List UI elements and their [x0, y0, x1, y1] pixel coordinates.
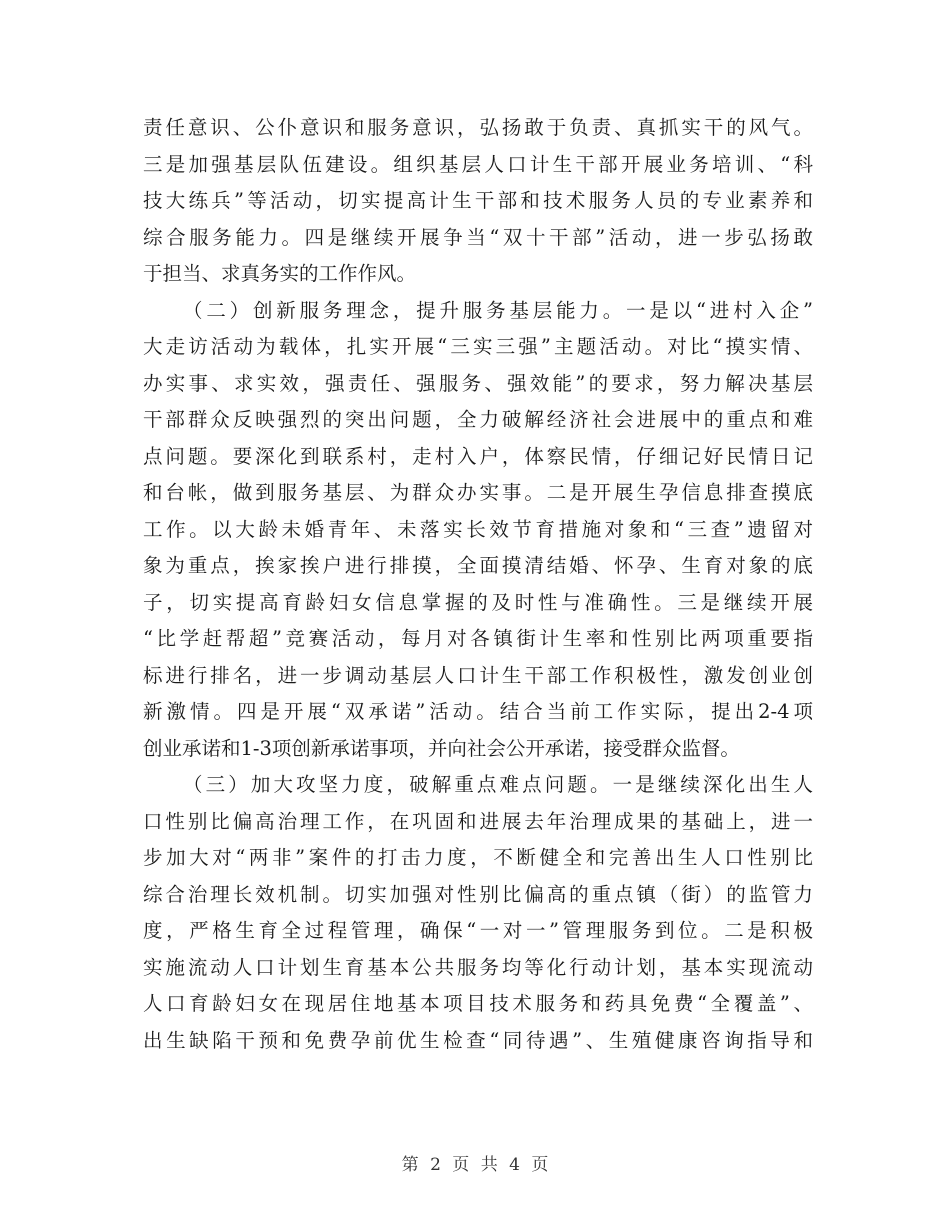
- text-line: 新激情。四是开展“双承诺”活动。结合当前工作实际，提出2-4项: [143, 700, 813, 723]
- text-line: 干部群众反映强烈的突出问题，全力破解经济社会进展中的重点和难: [143, 408, 813, 431]
- text-line: 口性别比偏高治理工作，在巩固和进展去年治理成果的基础上，进一: [143, 809, 813, 833]
- text-line: 大走访活动为载体，扎实开展“三实三强”主题活动。对比“摸实情、: [143, 335, 813, 358]
- text-line: 标进行排名，进一步调动基层人口计生干部工作积极性，激发创业创: [143, 663, 813, 687]
- text-line: “比学赶帮超”竞赛活动，每月对各镇街计生率和性别比两项重要指: [143, 627, 813, 650]
- text-line: 度，严格生育全过程管理，确保“一对一”管理服务到位。二是积极: [143, 919, 813, 942]
- text-line: 综合治理长效机制。切实加强对性别比偏高的重点镇（街）的监管力: [143, 882, 813, 906]
- text-line: 创业承诺和1-3项创新承诺事项，并向社会公开承诺，接受群众监督。: [143, 736, 740, 760]
- text-line: 和台帐，做到服务基层、为群众办实事。二是开展生孕信息排查摸底: [143, 481, 813, 504]
- text-line: 象为重点，挨家挨户进行排摸，全面摸清结婚、怀孕、生育对象的底: [143, 554, 813, 577]
- text-line: 出生缺陷干预和免费孕前优生检查“同待遇”、生殖健康咨询指导和: [143, 1028, 813, 1052]
- text-line: （三）加大攻坚力度，破解重点难点问题。一是继续深化出生人: [183, 773, 813, 796]
- text-line: 三是加强基层队伍建设。组织基层人口计生干部开展业务培训、“科: [143, 152, 813, 176]
- page-footer: 第 2 页 共 4 页: [401, 1155, 549, 1175]
- text-line: 责任意识、公仆意识和服务意识，弘扬敢于负责、真抓实干的风气。: [143, 116, 813, 139]
- text-line: 技大练兵”等活动，切实提高计生干部和技术服务人员的专业素养和: [143, 189, 813, 212]
- text-line: 子，切实提高育龄妇女信息掌握的及时性与准确性。三是继续开展: [143, 590, 813, 614]
- text-line: 工作。以大龄未婚青年、未落实长效节育措施对象和“三查”遗留对: [143, 517, 813, 541]
- text-line: 于担当、求真务实的工作作风。: [143, 262, 417, 285]
- text-line: 步加大对“两非”案件的打击力度，不断健全和完善出生人口性别比: [143, 846, 813, 869]
- text-line: 综合服务能力。四是继续开展争当“双十干部”活动，进一步弘扬敢: [143, 225, 813, 249]
- text-line: 办实事、求实效，强责任、强服务、强效能”的要求，努力解决基层: [143, 371, 813, 395]
- text-line: 点问题。要深化到联系村，走村入户，体察民情，仔细记好民情日记: [143, 444, 813, 468]
- text-line: （二）创新服务理念，提升服务基层能力。一是以“进村入企”: [183, 298, 813, 322]
- body-text: [143, 110, 813, 1059]
- text-line: 人口育龄妇女在现居住地基本项目技术服务和药具免费“全覆盖”、: [143, 992, 813, 1015]
- text-line: 实施流动人口计划生育基本公共服务均等化行动计划，基本实现流动: [143, 955, 813, 979]
